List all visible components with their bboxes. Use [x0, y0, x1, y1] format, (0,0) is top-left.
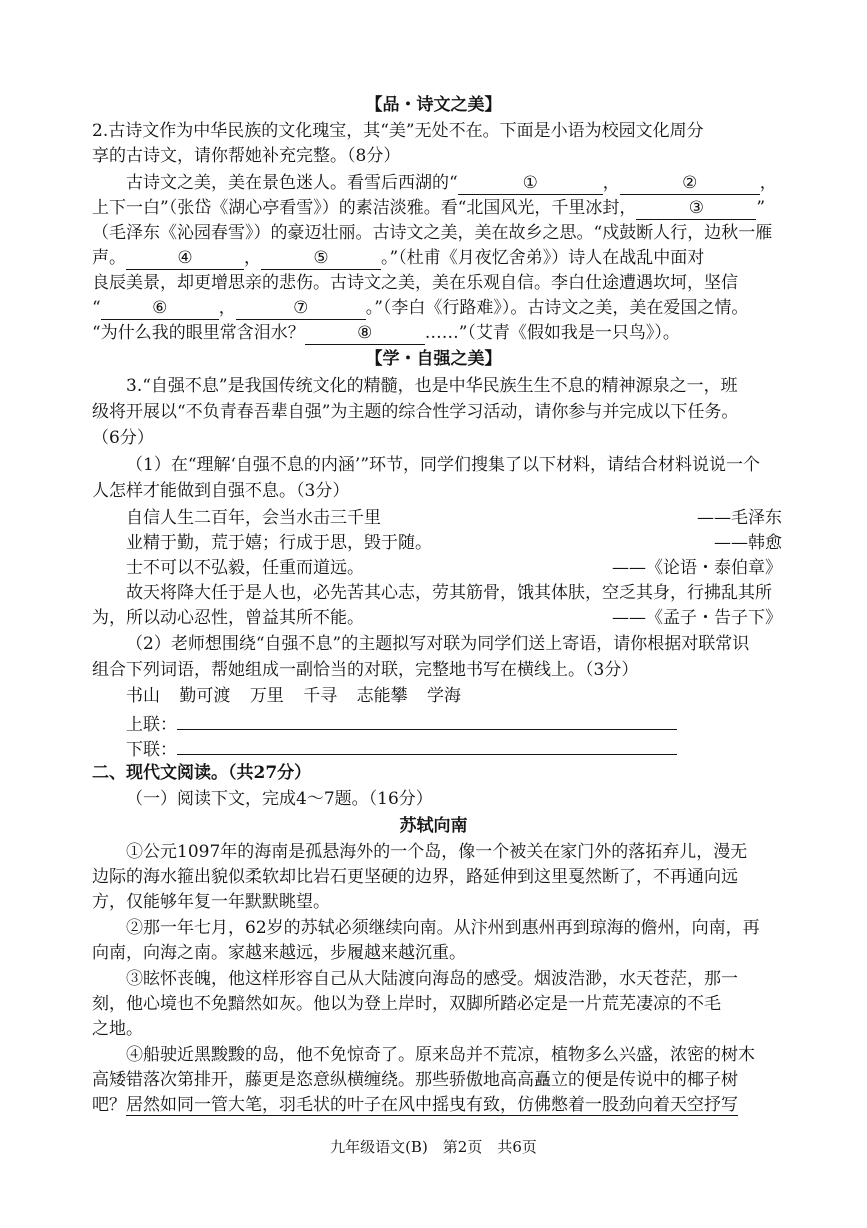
- quote-text: 为，所以动心忍性，曾益其所不能。: [92, 608, 364, 628]
- article-p4-line1: ④船驶近黑黢黢的岛，他不免惊奇了。原来岛并不荒凉，植物多么兴盛，浓密的树木: [126, 1045, 755, 1065]
- quote-3: [126, 557, 782, 579]
- part2-subheading: （一）阅读下文，完成4～7题。（16分）: [126, 789, 433, 809]
- section-header-pin: 【品・诗文之美】: [365, 95, 502, 115]
- page-footer: 九年级语文(B) 第2页 共6页: [330, 1138, 537, 1156]
- q3-sub2-line1: （2）老师想围绕“自强不息”的主题拟写对联为同学们送上寄语，请你根据对联常识: [126, 634, 750, 654]
- lower-couplet-answer-line[interactable]: [177, 736, 677, 755]
- quote-4-line2: [92, 607, 782, 629]
- q2-punct: ，: [759, 173, 777, 193]
- q3-intro-line1: 3.“自强不息”是我国传统文化的精髓，也是中华民族生生不息的精神源泉之一，班: [126, 376, 738, 396]
- article-p1-line2: 边际的海水箍出貌似柔软却比岩石更坚硬的边界，路延伸到这里戛然断了，不再通向远: [92, 867, 738, 887]
- article-p4-line3: [92, 1094, 782, 1116]
- q2-text: 。”（李白《行路难》）。古诗文之美，美在爱国之情。: [365, 298, 749, 318]
- word-item: 千寻: [303, 686, 338, 706]
- article-p2-line1: ②那一年七月，62岁的苏轼必须继续向南。从汴州到惠州再到琼海的儋州，向南，再: [126, 918, 760, 938]
- underlined-sentence: 居然如同一管大笔，羽毛状的叶子在风中摇曳有致，仿佛憋着一股劲向着天空抒写: [126, 1095, 738, 1115]
- lower-couplet-row: [126, 736, 782, 761]
- word-item: 勤可渡: [179, 686, 231, 706]
- section-header-xue: 【学・自强之美】: [365, 349, 502, 369]
- q3-intro-line2: 级将开展以“不负青春吾辈自强”为主题的综合性学习活动，请你参与并完成以下任务。: [92, 402, 739, 422]
- q2-line4: [92, 247, 782, 270]
- q2-line2: [92, 197, 782, 220]
- word-item: 学海: [427, 686, 462, 706]
- q2-intro-line1: 2.古诗文作为中华民族的文化瑰宝，其“美”无处不在。下面是小语为校园文化周分: [92, 121, 704, 141]
- quote-4-line1: 故天将降大任于是人也，必先苦其心志，劳其筋骨，饿其体肤，空乏其身，行拂乱其所: [126, 583, 772, 603]
- lower-couplet-label: 下联：: [126, 740, 177, 760]
- quote-source: ——韩愈: [714, 533, 782, 553]
- q2-punct: ，: [602, 173, 620, 193]
- word-item: 志能攀: [356, 686, 408, 706]
- quote-text: 士不可以不弘毅，任重而道远。: [126, 558, 364, 578]
- q2-text: 上下一白”（张岱《湖心亭看雪》）的素洁淡雅。看“北国风光，千里冰封，: [92, 198, 637, 218]
- q2-text: “为什么我的眼里常含泪水？: [92, 323, 305, 343]
- q2-line7: [92, 322, 782, 345]
- blank-2[interactable]: ②: [620, 174, 760, 195]
- article-p2-line2: 向南，向海之南。家越来越远，步履越来越沉重。: [92, 943, 466, 963]
- q2-text: ……”（艾青《假如我是一只鸟》）。: [424, 323, 680, 343]
- q2-punct: ，: [244, 248, 261, 268]
- q3-sub2-line2: 组合下列词语，帮她组成一副恰当的对联，完整地书写在横线上。（3分）: [92, 660, 639, 680]
- q3-sub1-line2: 人怎样才能做到自强不息。（3分）: [92, 481, 350, 501]
- q3-sub1-line1: （1）在“理解‘自强不息的内涵’”环节，同学们搜集了以下材料，请结合材料说说一个: [126, 455, 761, 475]
- blank-7[interactable]: ⑦: [236, 299, 366, 320]
- blank-3[interactable]: ③: [636, 199, 756, 220]
- quote-2: [126, 532, 782, 554]
- blank-4[interactable]: ④: [126, 249, 244, 270]
- word-item: 书山: [126, 686, 160, 706]
- article-p3-line3: 之地。: [92, 1019, 143, 1039]
- word-item: 万里: [249, 686, 284, 706]
- q2-line6: [92, 297, 782, 320]
- quote-1: [126, 507, 782, 529]
- q2-punct: ”: [756, 198, 766, 218]
- part2-heading: 二、现代文阅读。（共27分）: [92, 763, 312, 783]
- upper-couplet-row: [126, 711, 782, 736]
- blank-6[interactable]: ⑥: [101, 299, 219, 320]
- article-title: 苏轼向南: [399, 816, 468, 836]
- upper-couplet-label: 上联：: [126, 715, 177, 735]
- article-p4-line2: 高矮错落次第排开，藤更是恣意纵横缠绕。那些骄傲地高高矗立的便是传说中的椰子树: [92, 1070, 738, 1090]
- q2-line5: 良辰美景，却更增思亲的悲伤。古诗文之美，美在乐观自信。李白仕途遭遇坎坷，坚信: [92, 273, 738, 293]
- q2-text: 声。: [92, 248, 126, 268]
- blank-5[interactable]: ⑤: [261, 249, 381, 270]
- quote-source: ——毛泽东: [697, 508, 782, 528]
- quote-text: 业精于勤，荒于嬉；行成于思，毁于随。: [126, 533, 432, 553]
- upper-couplet-answer-line[interactable]: [177, 711, 677, 730]
- word-bank: [126, 685, 782, 707]
- q2-punct: ，: [218, 298, 236, 318]
- article-p3-line1: ③眩怀丧魄，他这样形容自己从大陆渡向海岛的感受。烟波浩渺，水天苍茫，那一: [126, 969, 738, 989]
- quote-text: 自信人生二百年，会当水击三千里: [126, 508, 381, 528]
- quote-source: ——《论语・泰伯章》: [612, 558, 782, 578]
- q3-intro-line3: （6分）: [92, 428, 154, 448]
- article-p1-line1: ①公元1097年的海南是孤悬海外的一个岛，像一个被关在家门外的落拓弃儿，漫无: [126, 842, 748, 862]
- q2-punct: “: [92, 298, 101, 318]
- blank-8[interactable]: ⑧: [305, 324, 425, 345]
- article-p3-line2: 刻，他心境也不免黯然如灰。他以为登上岸时，双脚所踏必定是一片荒芜凄凉的不毛: [92, 994, 721, 1014]
- q2-text: 古诗文之美，美在景色迷人。看雪后西湖的“: [126, 173, 458, 193]
- article-text: 吧？: [92, 1095, 126, 1115]
- article-p1-line3: 方，仅能够年复一年默默眺望。: [92, 892, 330, 912]
- q2-intro-line2: 享的古诗文，请你帮她补充完整。（8分）: [92, 146, 401, 166]
- blank-1[interactable]: ①: [458, 174, 603, 195]
- q2-line1: [126, 172, 782, 195]
- quote-source: ——《孟子・告子下》: [612, 608, 782, 628]
- q2-line3: （毛泽东《沁园春雪》）的豪迈壮丽。古诗文之美，美在故乡之思。“戍鼓断人行，边秋一雁: [92, 223, 773, 243]
- q2-text: 。”（杜甫《月夜忆舍弟》）诗人在战乱中面对: [381, 248, 705, 268]
